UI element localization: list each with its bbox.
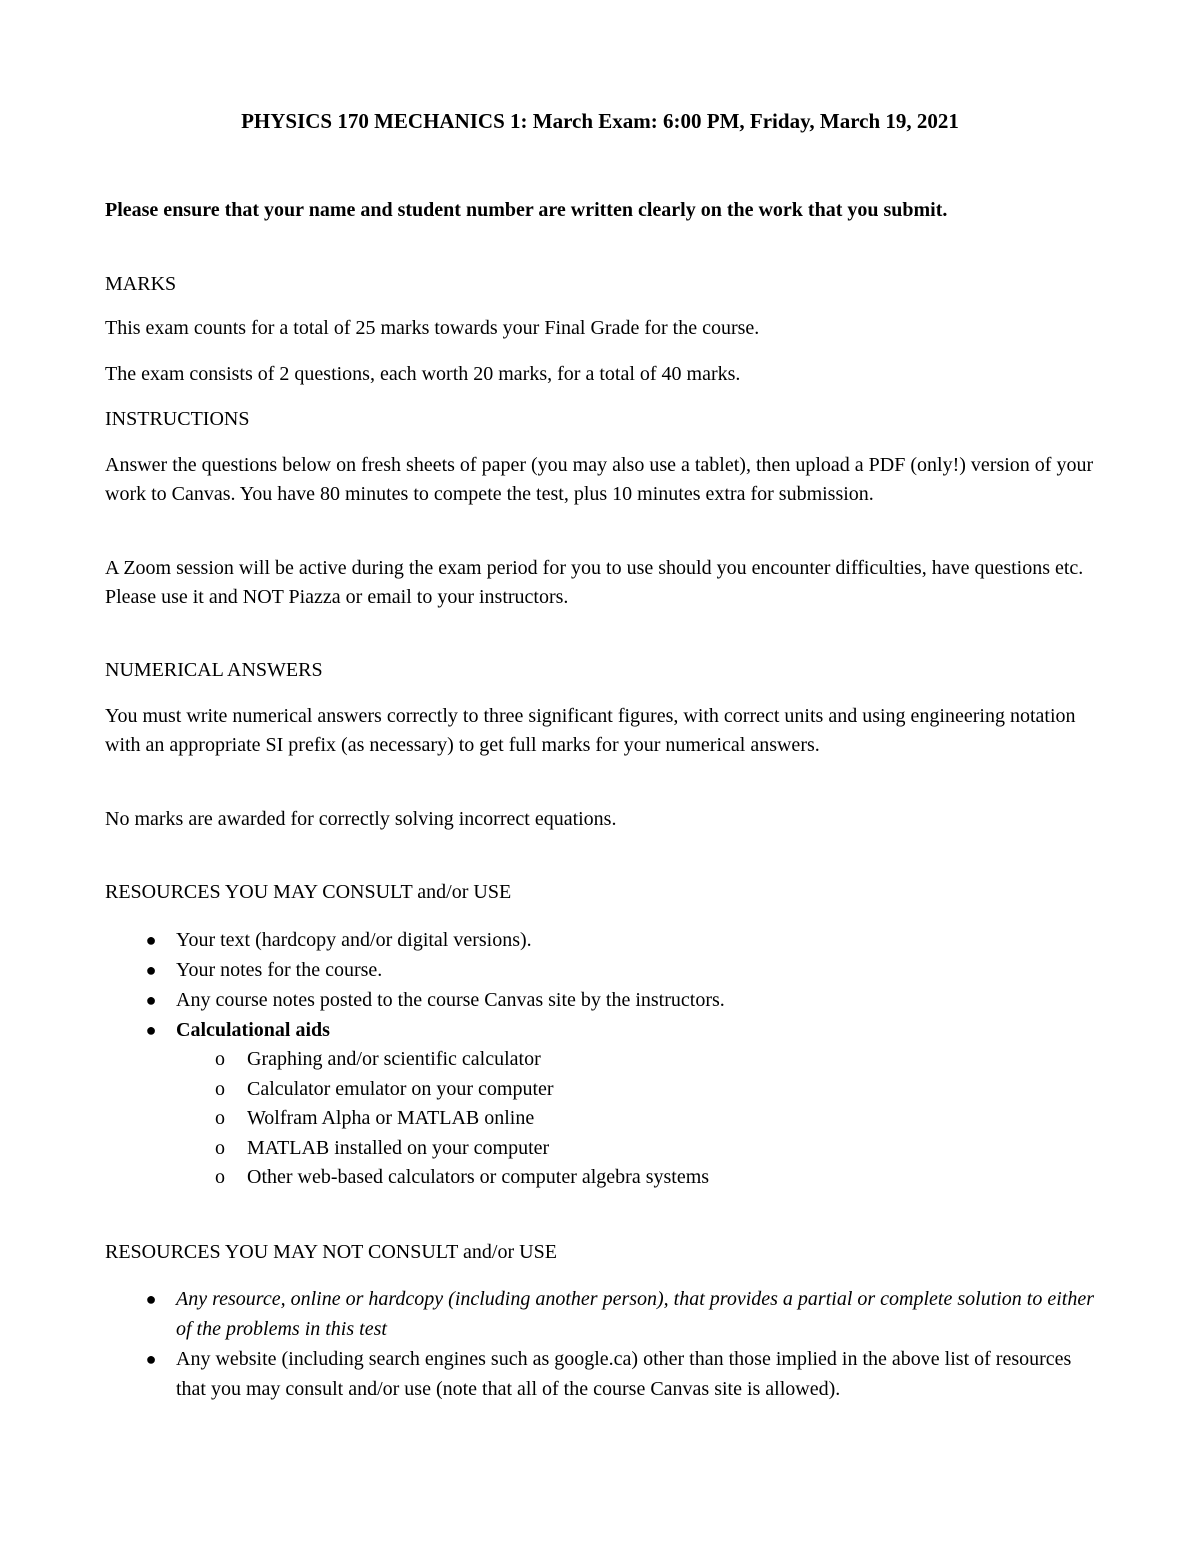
list-item (105, 955, 1105, 985)
instructions-heading: INSTRUCTIONS (105, 408, 250, 430)
numerical-heading: NUMERICAL ANSWERS (105, 659, 323, 681)
circle-bullet-icon: o (215, 1048, 225, 1070)
sub-list-item-text: MATLAB installed on your computer (247, 1136, 550, 1159)
sub-list-item (176, 1104, 1105, 1134)
list-item (105, 1284, 1105, 1344)
sub-list-item-text: Graphing and/or scientific calculator (247, 1048, 541, 1070)
circle-bullet-icon: o (215, 1136, 225, 1159)
resources-may-heading: RESOURCES YOU MAY CONSULT and/or USE (105, 881, 512, 903)
sub-list-item-text: Other web-based calculators or computer algebra systems (247, 1166, 710, 1188)
list-item (105, 1015, 1105, 1193)
numerical-paragraph-2: No marks are awarded for correctly solving incorrect equations. (105, 808, 617, 830)
circle-bullet-icon: o (215, 1077, 225, 1100)
list-item-text: Calculational aids (176, 1019, 330, 1041)
bullet-icon: ● (145, 1020, 157, 1040)
bullet-icon: ● (145, 930, 157, 950)
resources-may-list (105, 925, 1105, 1193)
bullet-icon: ● (145, 990, 157, 1010)
marks-heading: MARKS (105, 273, 177, 295)
list-item (105, 985, 1105, 1015)
list-item-text: Your notes for the course. (176, 959, 383, 981)
list-item (105, 925, 1105, 955)
list-item (105, 1344, 1105, 1404)
bullet-icon: ● (145, 1289, 157, 1309)
sub-list-item (176, 1045, 1105, 1075)
resources-may-not-list (105, 1284, 1105, 1404)
instructions-paragraph-2: A Zoom session will be active during the exam period for you to use should you encounter difficulties, have questions etc. Please use it and NOT Piazza or email to your instructors. (105, 557, 1084, 608)
page-title: PHYSICS 170 MECHANICS 1: March Exam: 6:00 PM, Friday, March 19, 2021 (241, 109, 959, 133)
resources-may-not-heading: RESOURCES YOU MAY NOT CONSULT and/or USE (105, 1241, 557, 1263)
circle-bullet-icon: o (215, 1166, 225, 1188)
sub-list-item-text: Wolfram Alpha or MATLAB online (247, 1107, 535, 1129)
calculational-aids-list (176, 1045, 1105, 1193)
sub-list-item (176, 1134, 1105, 1164)
bullet-icon: ● (145, 960, 157, 980)
instructions-paragraph-1: Answer the questions below on fresh sheets of paper (you may also use a tablet), then upload a PDF (only!) version of your work to Canvas. You have 80 minutes to compete the test, plus 10 minutes extra for submission. (105, 454, 1094, 505)
sub-list-item (176, 1075, 1105, 1105)
list-item-text: Any website (including search engines such as google.ca) other than those implied in the above list of resources that you may consult and/or use (note that all of the course Canvas site is allowed). (176, 1348, 1072, 1400)
list-item-text: Any course notes posted to the course Canvas site by the instructors. (176, 989, 725, 1011)
sub-list-item-text: Calculator emulator on your computer (247, 1077, 554, 1100)
list-item-text: Any resource, online or hardcopy (including another person), that provides a partial or complete solution to either of the problems in this test (176, 1288, 1095, 1340)
marks-paragraph-2: The exam consists of 2 questions, each worth 20 marks, for a total of 40 marks. (105, 363, 741, 385)
circle-bullet-icon: o (215, 1107, 225, 1129)
notice-text: Please ensure that your name and student number are written clearly on the work that you submit. (105, 199, 948, 221)
sub-list-item (176, 1163, 1105, 1193)
list-item-text: Your text (hardcopy and/or digital versions). (176, 929, 532, 951)
bullet-icon: ● (145, 1349, 157, 1369)
marks-paragraph-1: This exam counts for a total of 25 marks towards your Final Grade for the course. (105, 317, 760, 339)
numerical-paragraph-1: You must write numerical answers correctly to three significant figures, with correct units and using engineering notation with an appropriate SI prefix (as necessary) to get full marks for your numerical answers. (105, 705, 1076, 756)
